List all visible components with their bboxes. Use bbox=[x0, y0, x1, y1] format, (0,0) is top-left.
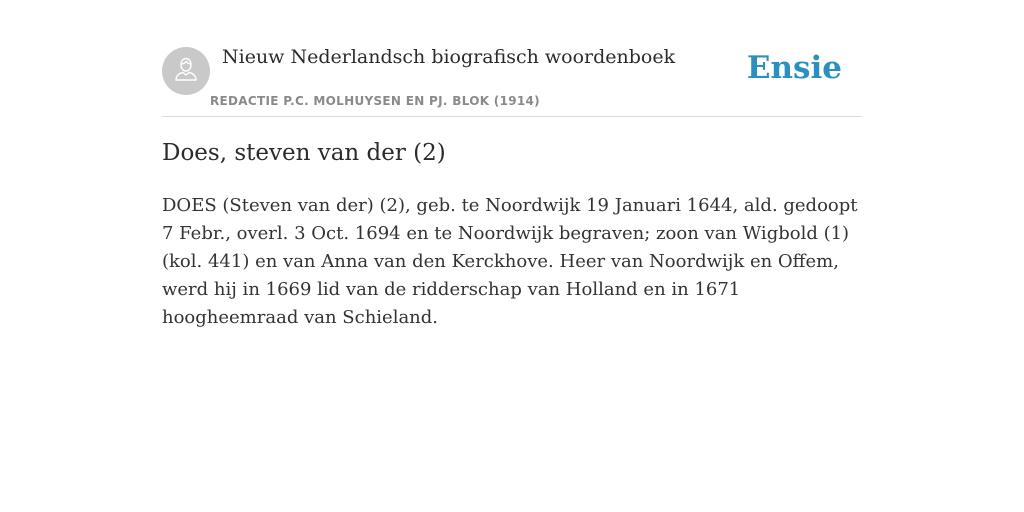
avatar[interactable] bbox=[162, 47, 210, 95]
source-editors: REDACTIE P.C. MOLHUYSEN EN PJ. BLOK (1914) bbox=[210, 94, 540, 108]
entry-body: DOES (Steven van der) (2), geb. te Noordwijk 19 Januari 1644, ald. gedoopt 7 Febr., overl. 3 Oct. 1694 en te Noordwijk begraven; zoon van Wigbold (1) (kol. 441) en van Anna van den Kerckhove. Heer van Noordwijk en Offem, werd hij in 1669 lid van de ridderschap van Holland en in 1671 hoogheemraad van Schieland. bbox=[162, 195, 858, 328]
user-icon bbox=[171, 54, 201, 88]
entry-title: Does, steven van der (2) bbox=[162, 140, 446, 166]
page-container bbox=[162, 0, 862, 328]
source-title[interactable]: Nieuw Nederlandsch biografisch woordenboek bbox=[222, 46, 676, 68]
brand-logo[interactable]: Ensie bbox=[746, 50, 842, 86]
source-header bbox=[162, 0, 862, 117]
